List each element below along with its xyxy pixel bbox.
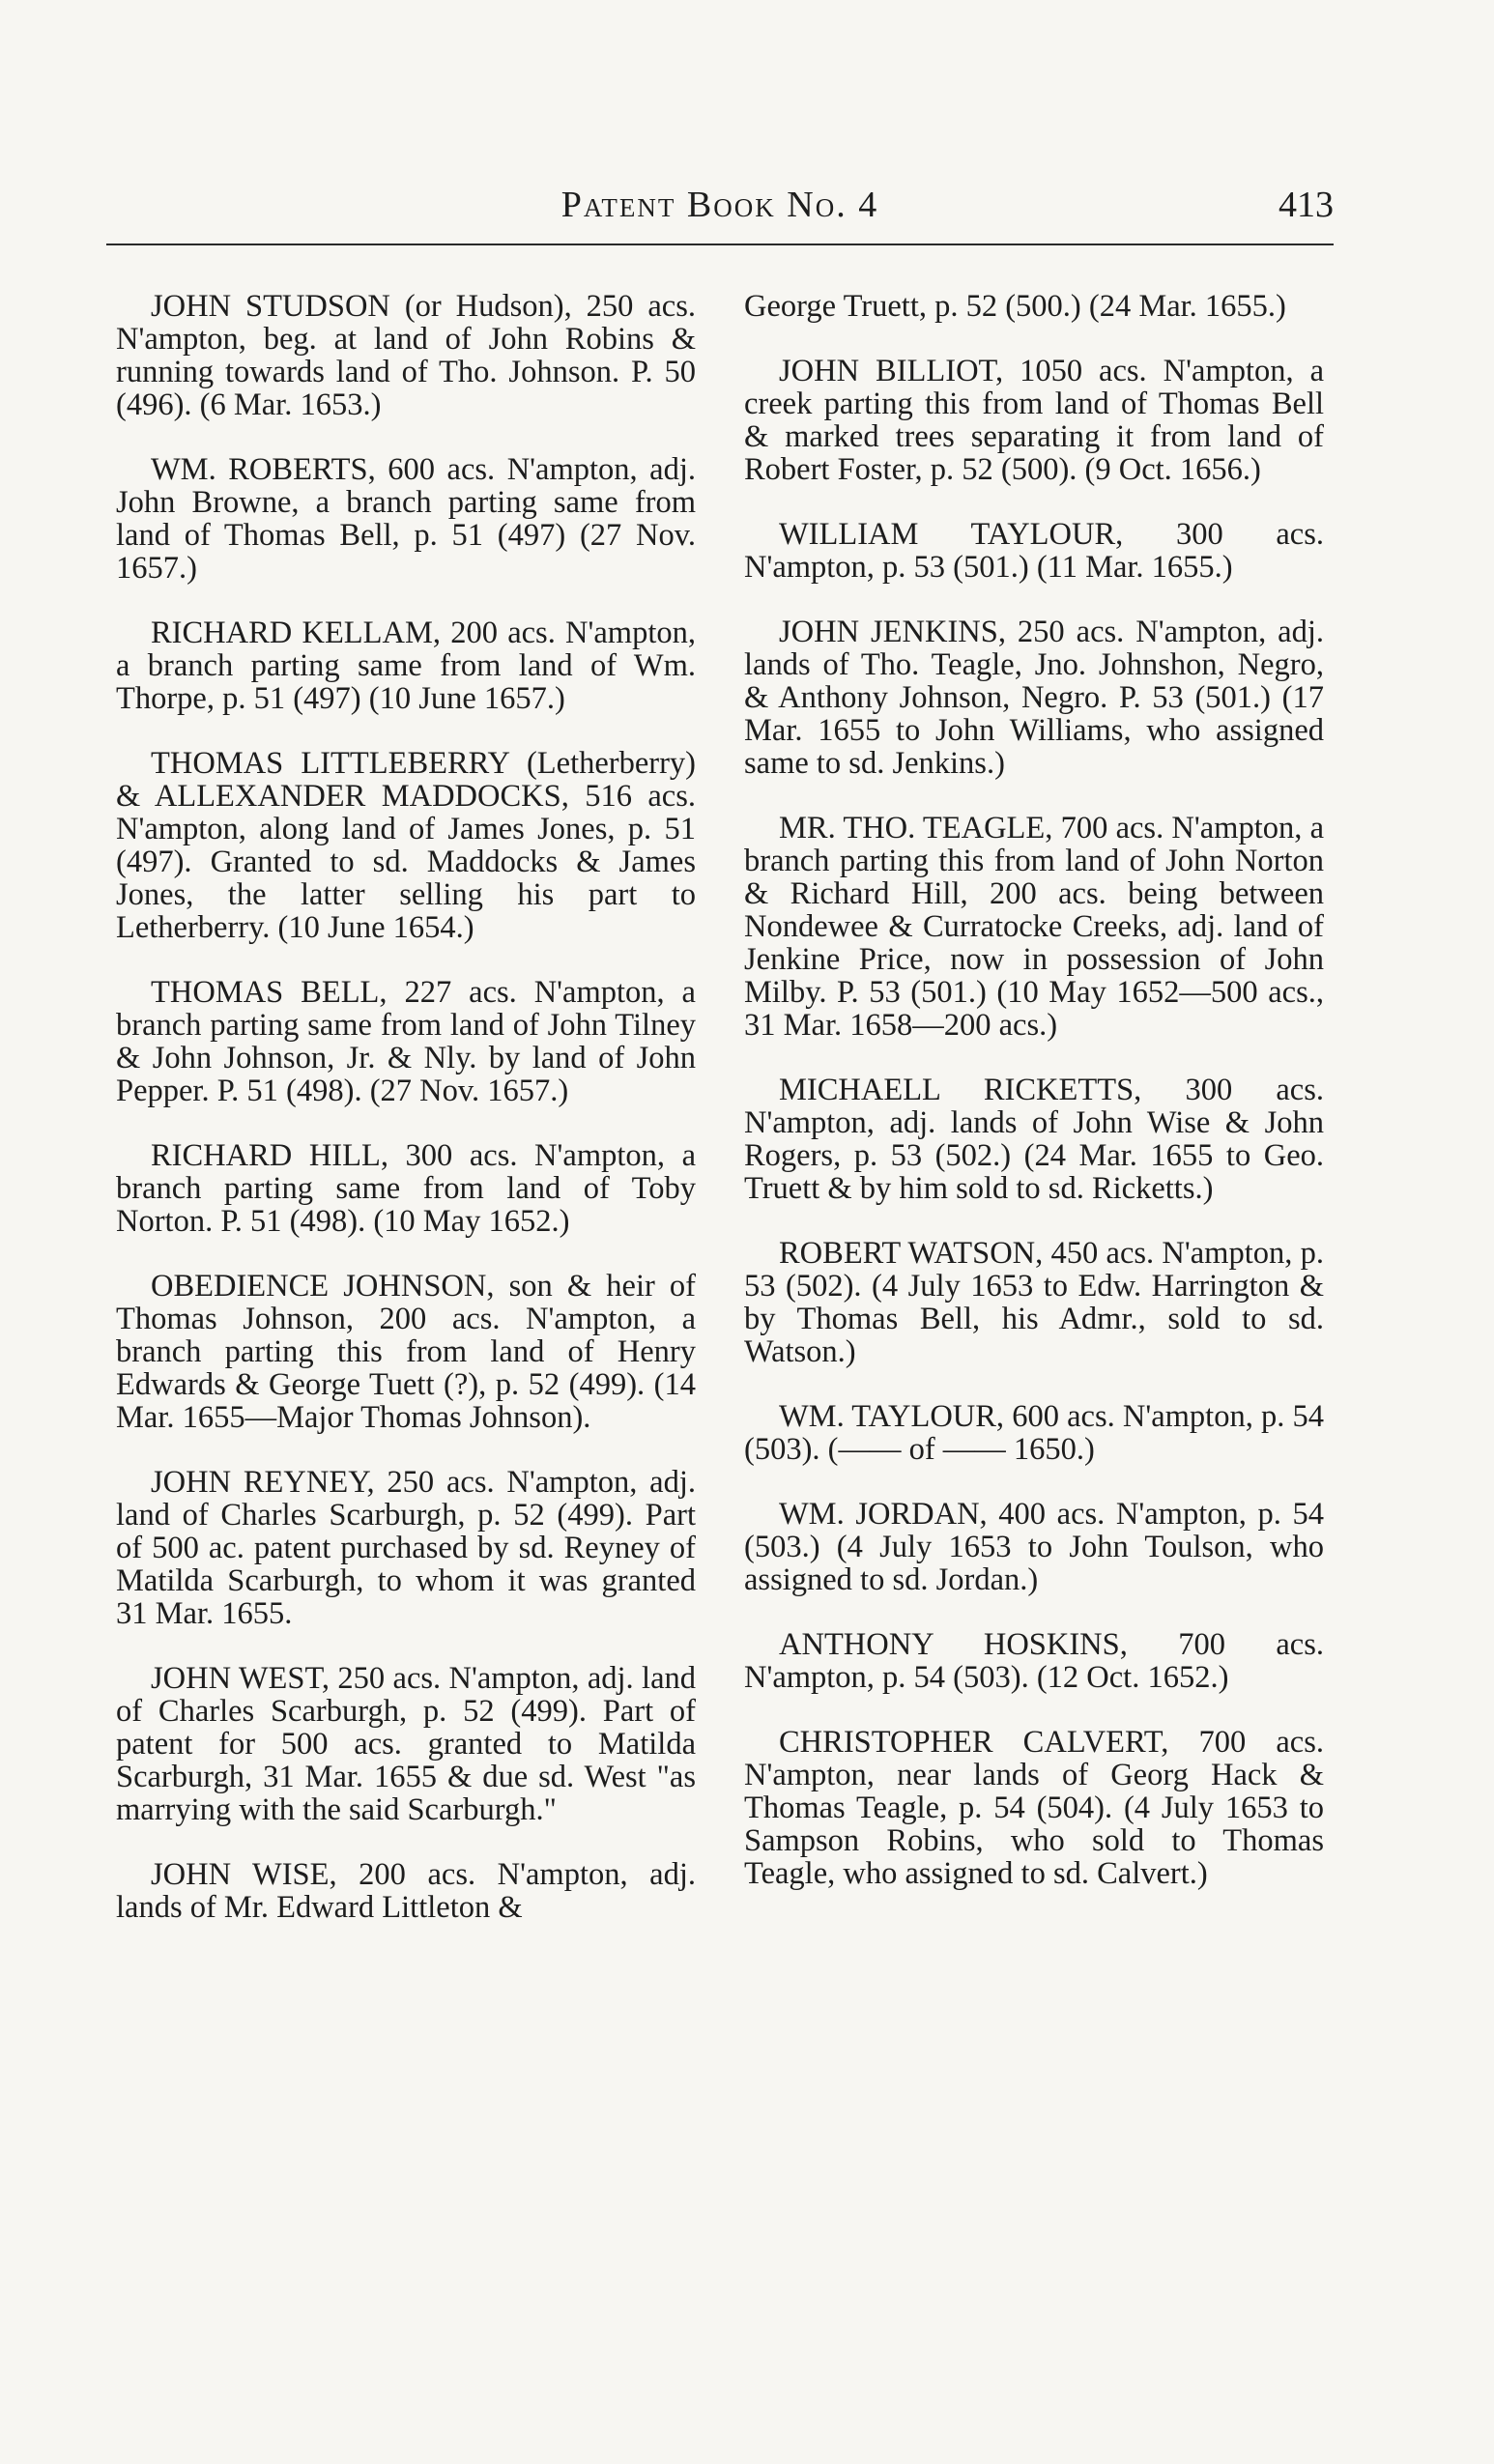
patent-entry-continued: George Truett, p. 52 (500.) (24 Mar. 1655.)	[744, 289, 1286, 324]
patent-entry: JOHN WISE, 200 acs. N'ampton, adj. lands of Mr. Edward Littleton &	[116, 1857, 696, 1925]
right-column	[744, 290, 1324, 1922]
left-column	[116, 290, 696, 1956]
patent-entry: WM. ROBERTS, 600 acs. N'ampton, adj. John Browne, a branch parting same from land of Thomas Bell, p. 51 (497) (27 Nov. 1657.)	[116, 452, 696, 586]
patent-entry: RICHARD KELLAM, 200 acs. N'ampton, a branch parting same from land of Wm. Thorpe, p. 51 (497) (10 June 1657.)	[116, 616, 696, 716]
patent-entry: JOHN REYNEY, 250 acs. N'ampton, adj. land of Charles Scarburgh, p. 52 (499). Part of 500 ac. patent purchased by sd. Reyney of Matilda Scarburgh, to whom it was granted 31 Mar. 1655.	[116, 1465, 696, 1631]
page-header	[106, 184, 1334, 242]
patent-entry: MICHAELL RICKETTS, 300 acs. N'ampton, adj. lands of John Wise & John Rogers, p. 53 (502.) (24 Mar. 1655 to Geo. Truett & by him sold to sd. Ricketts.)	[744, 1073, 1324, 1206]
patent-entry: THOMAS BELL, 227 acs. N'ampton, a branch parting same from land of John Tilney & John Johnson, Jr. & Nly. by land of John Pepper. P. 51 (498). (27 Nov. 1657.)	[116, 975, 696, 1108]
patent-entry: MR. THO. TEAGLE, 700 acs. N'ampton, a branch parting this from land of John Norton & Richard Hill, 200 acs. being between Nondewee & Curratocke Creeks, adj. land of Jenkine Price, now in possession of John Milby. P. 53 (501.) (10 May 1652—500 acs., 31 Mar. 1658—200 acs.)	[744, 811, 1324, 1043]
patent-entry: OBEDIENCE JOHNSON, son & heir of Thomas Johnson, 200 acs. N'ampton, a branch parting this from land of Henry Edwards & George Tuett (?), p. 52 (499). (14 Mar. 1655—Major Thomas Johnson).	[116, 1269, 696, 1435]
patent-entry: WILLIAM TAYLOUR, 300 acs. N'ampton, p. 53 (501.) (11 Mar. 1655.)	[744, 517, 1324, 585]
page-number: 413	[1279, 185, 1334, 225]
patent-entry: ANTHONY HOSKINS, 700 acs. N'ampton, p. 54 (503). (12 Oct. 1652.)	[744, 1627, 1324, 1695]
patent-entry: JOHN JENKINS, 250 acs. N'ampton, adj. lands of Tho. Teagle, Jno. Johnshon, Negro, & Anthony Johnson, Negro. P. 53 (501.) (17 Mar. 1655 to John Williams, who assigned same to sd. Jenkins.)	[744, 615, 1324, 781]
patent-entry: THOMAS LITTLEBERRY (Letherberry) & ALLEXANDER MADDOCKS, 516 acs. N'ampton, along land of James Jones, p. 51 (497). Granted to sd. Maddocks & James Jones, the latter selling his part to Letherberry. (10 June 1654.)	[116, 746, 696, 945]
patent-entry: JOHN WEST, 250 acs. N'ampton, adj. land of Charles Scarburgh, p. 52 (499). Part of patent for 500 acs. granted to Matilda Scarburgh, 31 Mar. 1655 & due sd. West "as marrying with the said Scarburgh."	[116, 1661, 696, 1827]
patent-entry: WM. JORDAN, 400 acs. N'ampton, p. 54 (503.) (4 July 1653 to John Toulson, who assigned to sd. Jordan.)	[744, 1497, 1324, 1597]
running-title: Patent Book No. 4	[560, 185, 879, 225]
patent-entry: CHRISTOPHER CALVERT, 700 acs. N'ampton, near lands of Georg Hack & Thomas Teagle, p. 54 (504). (4 July 1653 to Sampson Robins, who sold to Thomas Teagle, who assigned to sd. Calvert.)	[744, 1725, 1324, 1891]
patent-entry: JOHN BILLIOT, 1050 acs. N'ampton, a creek parting this from land of Thomas Bell & marked trees separating it from land of Robert Foster, p. 52 (500). (9 Oct. 1656.)	[744, 354, 1324, 487]
patent-entry: ROBERT WATSON, 450 acs. N'ampton, p. 53 (502). (4 July 1653 to Edw. Harrington & by Thomas Bell, his Admr., sold to sd. Watson.)	[744, 1236, 1324, 1369]
patent-entry: RICHARD HILL, 300 acs. N'ampton, a branch parting same from land of Toby Norton. P. 51 (498). (10 May 1652.)	[116, 1138, 696, 1239]
patent-entry: JOHN STUDSON (or Hudson), 250 acs. N'ampton, beg. at land of John Robins & running towards land of Tho. Johnson. P. 50 (496). (6 Mar. 1653.)	[116, 289, 696, 422]
patent-entry: WM. TAYLOUR, 600 acs. N'ampton, p. 54 (503). (—— of —— 1650.)	[744, 1399, 1324, 1467]
header-rule	[106, 244, 1334, 245]
